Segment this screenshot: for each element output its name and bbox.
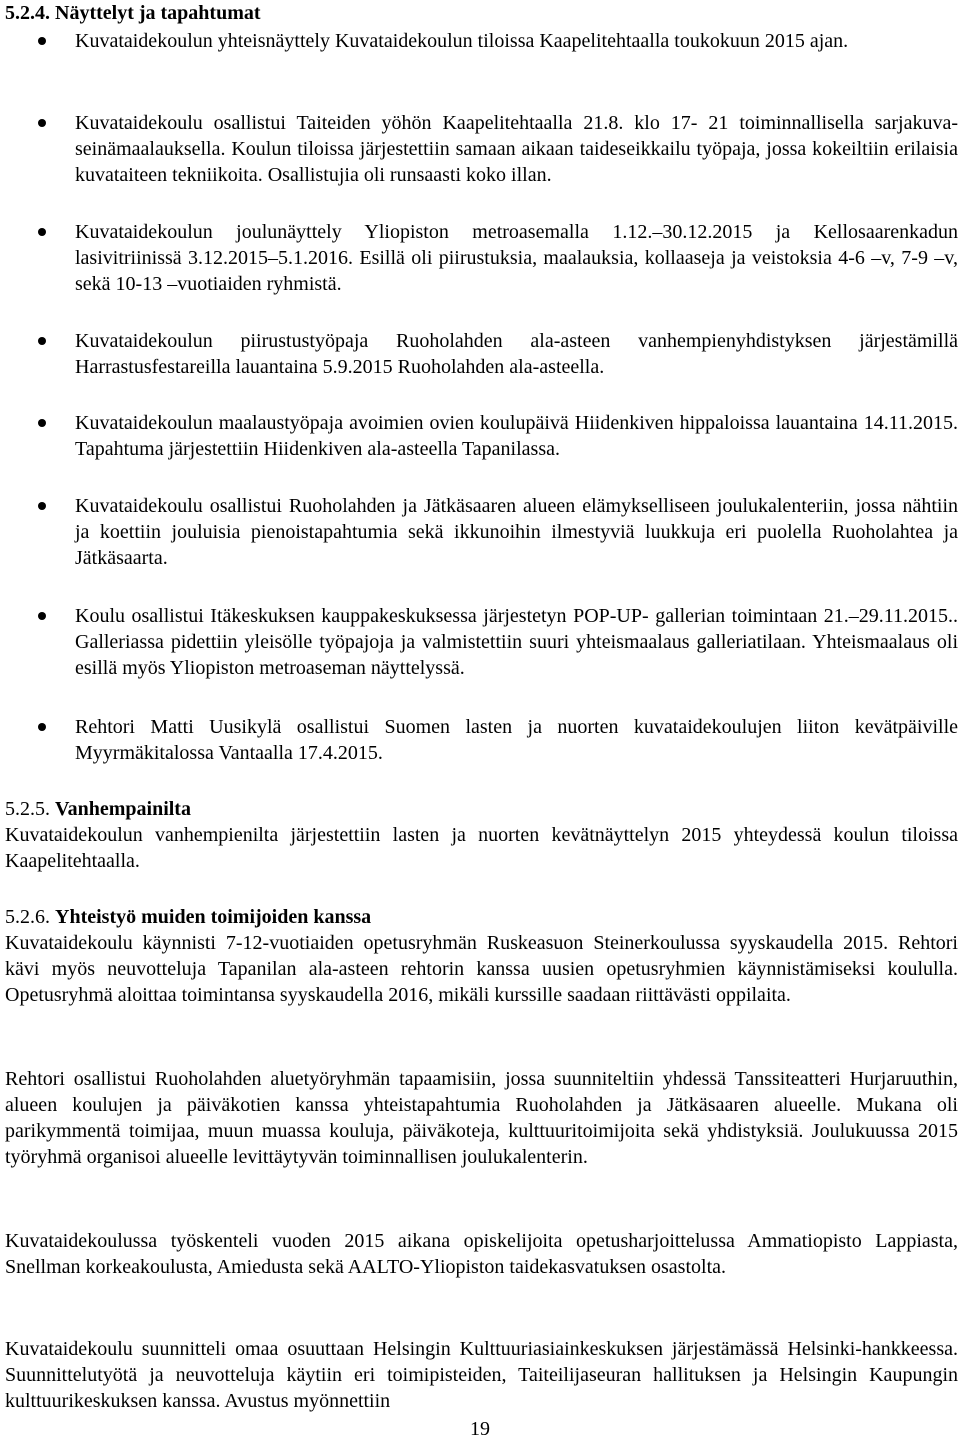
bullet-icon — [38, 723, 46, 731]
list-item-text: Rehtori Matti Uusikylä osallistui Suomen lasten ja nuorten kuvataidekoulujen liiton kevätpäiville Myyrmäkitalossa Vantaalla 17.4.2015. — [75, 716, 958, 764]
list-item — [75, 714, 958, 766]
bullet-icon — [38, 612, 46, 620]
page-number: 19 — [470, 1418, 490, 1440]
section-number: 5.2.4. — [5, 2, 50, 24]
list-item-text: Koulu osallistui Itäkeskuksen kauppakeskuksessa järjestetyn POP-UP- gallerian toimintaan 21.–29.11.2015.. Galleriassa pidettiin yleisölle työpajoja ja valmistettiin suuri yhteismaalaus galleriatilaan. Yhteismaalaus oli esillä myös Yliopiston metroaseman näyttelyssä. — [75, 605, 958, 679]
section-title: Vanhempainilta — [55, 798, 191, 820]
bullet-icon — [38, 119, 46, 127]
section-heading-5-2-5 — [5, 796, 191, 822]
section-title: Yhteistyö muiden toimijoiden kanssa — [55, 906, 372, 928]
bullet-icon — [38, 502, 46, 510]
list-item-text: Kuvataidekoulun maalaustyöpaja avoimien ovien koulupäivä Hiidenkiven hippaloissa lauantaina 14.11.2015. Tapahtuma järjestettiin Hiidenkiven ala-asteella Tapanilassa. — [75, 412, 958, 460]
paragraph: Rehtori osallistui Ruoholahden aluetyöryhmän tapaamisiin, jossa suunniteltiin yhdessä Tanssiteatteri Hurjaruuthin, alueen koulujen ja päiväkotien kanssa yhteistapahtumia Ruoholahden ja Jätkäsaaren alueelle. Mukana oli parikymmentä toimijaa, muun muassa kouluja, päiväkoteja, kulttuuritoimijoita sekä yhdistyksiä. Joulukuussa 2015 työryhmä organisoi alueelle levittäytyvän toiminnallisen joulukalenterin. — [5, 1068, 958, 1168]
list-item-text: Kuvataidekoulun piirustustyöpaja Ruoholahden ala-asteen vanhempienyhdistyksen järjestämillä Harrastusfestareilla lauantaina 5.9.2015 Ruoholahden ala-asteella. — [75, 330, 958, 378]
list-item-text: Kuvataidekoulu osallistui Ruoholahden ja Jätkäsaaren alueen elämykselliseen joulukalenteriin, jossa nähtiin ja koettiin jouluisia pienoistapahtumia sekä ikkunoihin ilmestyviä luukkuja eri puolella Ruoholahtea ja Jätkäsaarta. — [75, 495, 958, 569]
list-item-text: Kuvataidekoulu osallistui Taiteiden yöhön Kaapelitehtaalla 21.8. klo 17- 21 toiminnallisella sarjakuva-seinämaalauksella. Koulun tiloissa järjestettiin samaan aikaan taideseikkailu työpaja, jossa kokeiltiin erilaisia kuvataiteen tekniikoita. Osallistujia oli runsaasti koko illan. — [75, 112, 958, 186]
section-heading-5-2-6 — [5, 904, 371, 930]
section-title: Näyttelyt ja tapahtumat — [55, 2, 261, 24]
paragraph: Kuvataidekoulussa työskenteli vuoden 2015 aikana opiskelijoita opetusharjoittelussa Ammatiopisto Lappiasta, Snellman korkeakoulusta, Amiedusta sekä AALTO-Yliopiston taidekasvatuksen osastolta. — [5, 1230, 958, 1278]
list-item — [75, 410, 958, 462]
section-number: 5.2.6. — [5, 906, 50, 928]
list-item-text: Kuvataidekoulun joulunäyttely Yliopiston metroasemalla 1.12.–30.12.2015 ja Kellosaarenkadun lasivitriinissä 3.12.2015–5.1.2016. Esillä oli piirustuksia, maalauksia, kollaaseja ja veistoksia 4-6 –v, 7-9 –v, sekä 10-13 –vuotiaiden ryhmistä. — [75, 221, 958, 295]
list-item — [75, 110, 958, 188]
list-item — [75, 493, 958, 571]
paragraph: Kuvataidekoulu suunnitteli omaa osuuttaan Helsingin Kulttuuriasiainkeskuksen järjestämässä Helsinki-hankkeessa. Suunnittelutyötä ja neuvotteluja käytiin eri toimipisteiden, Taiteilijaseuran hallituksen ja Helsingin Kaupungin kulttuurikeskuksen kanssa. Avustus myönnettiin — [5, 1338, 958, 1412]
paragraph: Kuvataidekoulu käynnisti 7-12-vuotiaiden opetusryhmän Ruskeasuon Steinerkoulussa syyskaudella 2015. Rehtori kävi myös neuvotteluja Tapanilan ala-asteen rehtorin kanssa uusien opetusryhmien käynnistämiseksi koululla. Opetusryhmä aloittaa toimintansa syyskaudella 2016, mikäli kurssille saadaan riittävästi oppilaita. — [5, 932, 958, 1006]
list-item — [75, 603, 958, 681]
bullet-icon — [38, 337, 46, 345]
paragraph: Kuvataidekoulun vanhempienilta järjestettiin lasten ja nuorten kevätnäyttelyn 2015 yhteydessä koulun tiloissa Kaapelitehtaalla. — [5, 824, 958, 872]
list-item-text: Kuvataidekoulun yhteisnäyttely Kuvataidekoulun tiloissa Kaapelitehtaalla toukokuun 2015 ajan. — [75, 30, 849, 52]
list-item — [75, 328, 958, 380]
list-item — [75, 28, 958, 54]
list-item — [75, 219, 958, 297]
section-heading-5-2-4 — [5, 0, 261, 26]
bullet-icon — [38, 419, 46, 427]
bullet-icon — [38, 228, 46, 236]
section-number: 5.2.5. — [5, 798, 50, 820]
bullet-icon — [38, 37, 46, 45]
